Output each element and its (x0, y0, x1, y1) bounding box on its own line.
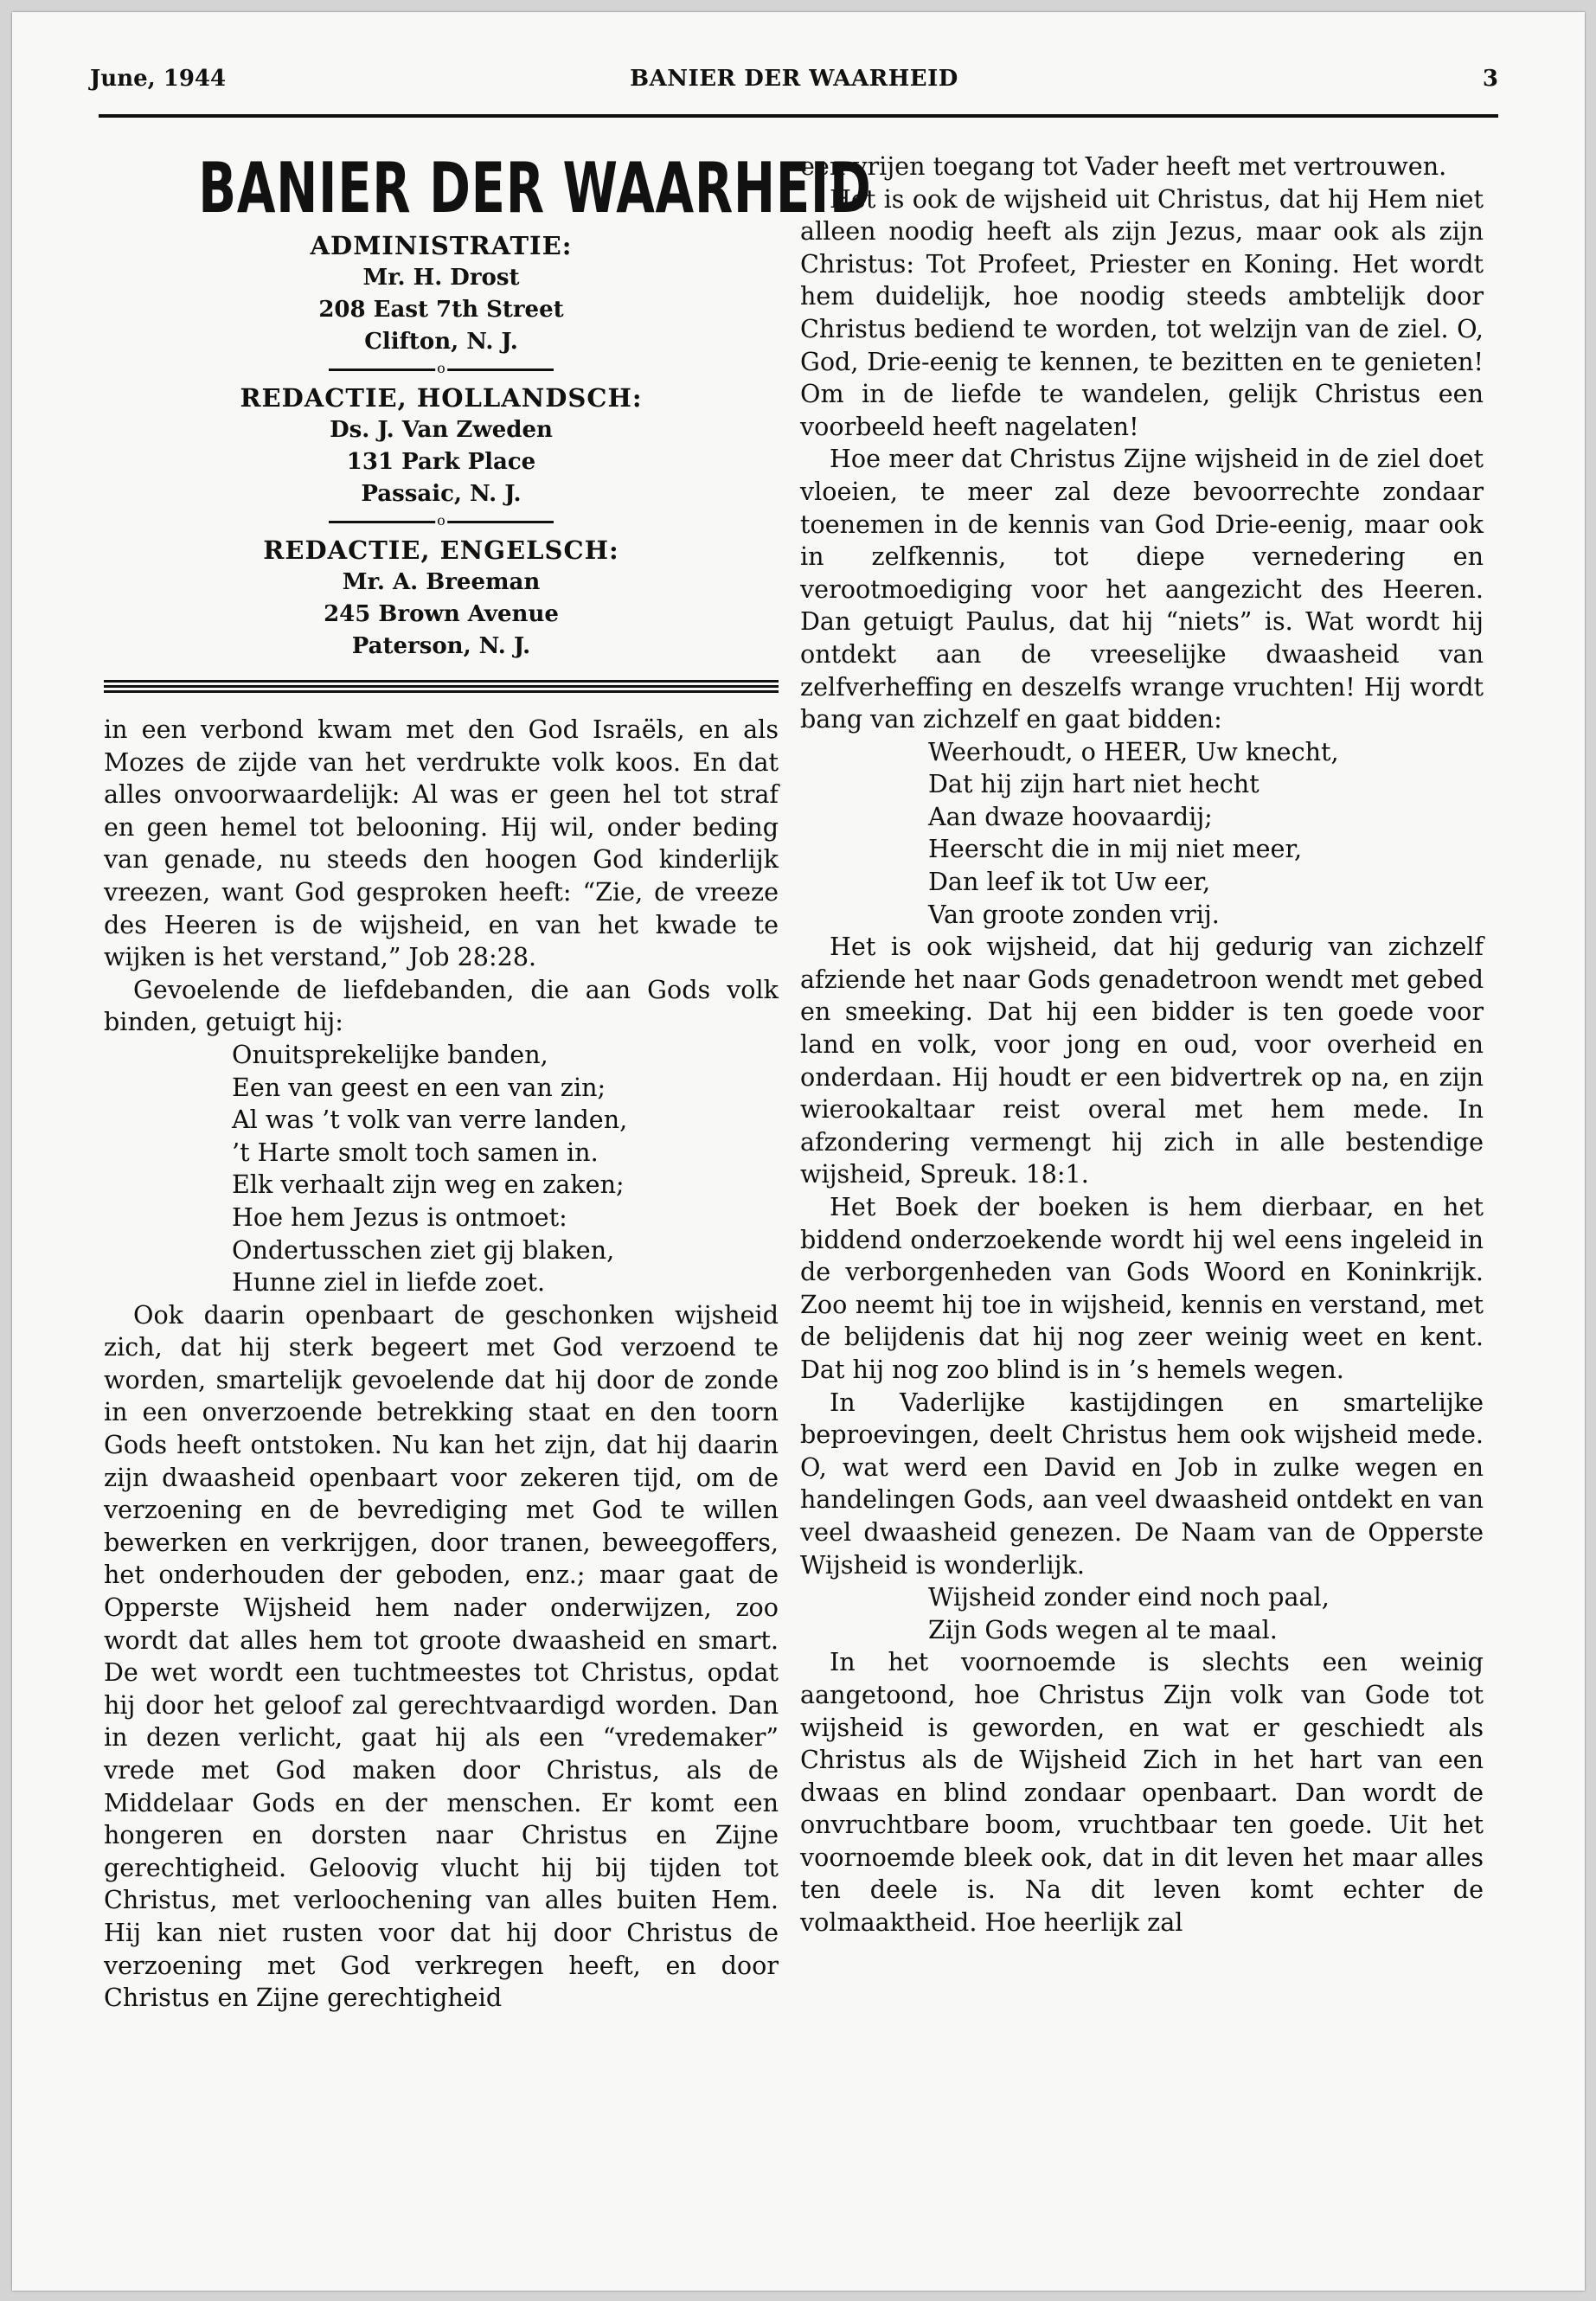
poem-stanza (800, 736, 1484, 932)
paragraph: Ook daarin openbaart de geschonken wijsheid zich, dat hij sterk begeert met God verzoend te worden, smartelijk gevoelende dat hij door de zonde in een onverzoende betrekking staat en den toorn Gods heeft ontstoken. Nu kan het zijn, dat hij daarin zijn dwaasheid openbaart voor zekeren tijd, om de verzoening en de bevrediging met God te willen bewerken en verkrijgen, door tranen, beweegoffers, het onderhouden der geboden, enz.; maar gaat de Opperste Wijsheid hem nader onderwijzen, zoo wordt dat alles hem tot groote dwaasheid en smart. De wet wordt een tuchtmeestes tot Christus, opdat hij door het geloof zal gerechtvaardigd worden. Dan in dezen verlicht, gaat hij als een “vredemaker” vrede met God maken door Christus, als de Middelaar Gods en der menschen. Er komt een hongeren en dorsten naar Christus en Zijne gerechtigheid. Geloovig vlucht hij bij tijden tot Christus, met verloochening van alles buiten Hem. Hij kan niet rusten voor dat hij door Christus de verzoening met God verkregen heeft, en door Christus en Zijne gerechtigheid (104, 1299, 779, 2013)
editorial-english-street: 245 Brown Avenue (324, 601, 559, 627)
poem-stanza (800, 1581, 1484, 1646)
page-number: 3 (1482, 66, 1498, 92)
header-rule (99, 114, 1498, 118)
poem-line: ’t Harte smolt toch samen in. (232, 1137, 599, 1167)
editorial-english-heading: REDACTIE, ENGELSCH: (263, 535, 619, 565)
issue-date: June, 1944 (90, 66, 227, 92)
poem-line: Weerhoudt, o HEER, Uw knecht, (928, 736, 1339, 766)
paragraph: In het voornoemde is slechts een weinig aangetoond, hoe Christus Zijn volk van Gode tot wijsheid is geworden, en wat er geschiedt als Christus als de Wijsheid Zich in het hart van een dwaas en blind zondaar openbaart. Dan wordt de onvruchtbare boom, vruchtbaar ten goede. Uit het voornoemde bleek ook, dat in dit leven het maar alles ten deele is. Na dit leven komt echter de volmaaktheid. Hoe heerlijk zal (800, 1647, 1484, 1938)
editorial-dutch-street: 131 Park Place (346, 449, 536, 475)
right-column (800, 151, 1484, 1939)
editorial-english-city: Paterson, N. J. (351, 633, 531, 659)
administration-city: Clifton, N. J. (364, 329, 518, 355)
paragraph: Hoe meer dat Christus Zijne wijsheid in de ziel doet vloeien, te meer zal deze bevoorrechte zondaar toenemen in de kennis van God Drie-eenig, maar ook in zelfkennis, tot diepe vernedering en verootmoediging voor het aangezicht des Heeren. Dan getuigt Paulus, dat hij “niets” is. Wat wordt hij ontdekt aan de vreeselijke dwaasheid van zelfverheffing en deszelfs wrange vruchten! Hij wordt bang van zichzelf en gaat bidden: (800, 444, 1484, 734)
masthead (104, 148, 872, 693)
paragraph: Het is ook de wijsheid uit Christus, dat hij Hem niet alleen noodig heeft als zijn Jezus, maar ook als zijn Christus: Tot Profeet, Priester en Koning. Het wordt hem duidelijk, hoe noodig steeds ambtelijk door Christus bediend te worden, tot welzijn van de ziel. O, God, Drie-eenig te kennen, te bezitten en te genieten! Om in de liefde te wandelen, gelijk Christus een voorbeeld heeft nagelaten! (800, 183, 1484, 441)
poem-line: Dat hij zijn hart niet hecht (928, 769, 1259, 799)
administration-name: Mr. H. Drost (362, 265, 520, 291)
poem-line: Aan dwaze hoovaardij; (928, 801, 1213, 831)
administration-street: 208 East 7th Street (318, 297, 564, 323)
masthead-separator (329, 360, 554, 376)
poem-line: Al was ’t volk van verre landen, (232, 1105, 628, 1135)
magazine-page (12, 12, 1585, 2291)
running-header (90, 66, 1498, 109)
poem-line: Heerscht die in mij niet meer, (928, 834, 1303, 864)
separator-mark: o (437, 360, 445, 376)
administration-block (104, 230, 779, 358)
poem-line: Een van geest en een van zin; (232, 1072, 606, 1102)
editorial-dutch-city: Passaic, N. J. (361, 481, 522, 507)
paragraph: een vrijen toegang tot Vader heeft met vertrouwen. (800, 151, 1447, 181)
paragraph: Het is ook wijsheid, dat hij gedurig van zichzelf afziende het naar Gods genadetroon wendt met gebed en smeeking. Dat hij een bidder is ten goede voor land en volk, voor jong en oud, voor overheid en onderdaan. Hij houdt er een bidvertrek op na, en zijn wierookaltaar reist overal met hem mede. In afzondering vermengt hij zich in alle bestendige wijsheid, Spreuk. 18:1. (800, 932, 1484, 1189)
poem-line: Wijsheid zonder eind noch paal, (928, 1582, 1330, 1612)
poem-line: Dan leef ik tot Uw eer, (928, 867, 1211, 897)
poem-line: Van groote zonden vrij. (928, 899, 1220, 929)
paragraph: Gevoelende de liefdebanden, die aan Gods volk binden, getuigt hij: (104, 974, 779, 1037)
poem-line: Elk verhaalt zijn weg en zaken; (232, 1170, 625, 1200)
paragraph: Het Boek der boeken is hem dierbaar, en het biddend onderzoekende wordt hij wel eens ingeleid in de verborgenheden van Gods Woord en Koninkrijk. Zoo neemt hij toe in wijsheid, kennis en verstand, met de belijdenis dat hij nog zeer weinig weet en kent. Dat hij nog zoo blind is in ’s hemels wegen. (800, 1192, 1484, 1384)
left-column (104, 148, 872, 2015)
paragraph: In Vaderlijke kastijdingen en smartelijke beproevingen, deelt Christus hem ook wijsheid mede. O, wat werd een David en Job in zulke wegen en handelingen Gods, aan veel dwaasheid ontdekt en van veel dwaasheid genezen. De Naam van de Opperste Wijsheid is wonderlijk. (800, 1387, 1484, 1580)
editorial-dutch-heading: REDACTIE, HOLLANDSCH: (240, 383, 643, 413)
poem-line: Onuitsprekelijke banden, (232, 1039, 548, 1069)
editorial-dutch-block (104, 382, 779, 510)
paragraph: in een verbond kwam met den God Israëls, en als Mozes de zijde van het verdrukte volk koos. En dat alles onvoorwaardelijk: Al was er geen hel tot straf en geen hemel tot belooning. Hij wil, onder beding van genade, nu steeds den hoogen God kinderlijk vreezen, want God gesproken heeft: “Zie, de vreeze des Heeren is de wijsheid, en van het kwade te wijken is het verstand,” Job 28:28. (104, 715, 779, 972)
masthead-bottom-rule (104, 680, 779, 693)
poem-line: Ondertusschen ziet gij blaken, (232, 1234, 615, 1265)
separator-mark: o (437, 512, 445, 529)
editorial-dutch-name: Ds. J. Van Zweden (330, 417, 553, 443)
running-title: BANIER DER WAARHEID (630, 66, 958, 92)
poem-line: Zijn Gods wegen al te maal. (928, 1614, 1278, 1644)
editorial-english-block (104, 535, 779, 663)
editorial-english-name: Mr. A. Breeman (342, 569, 541, 595)
poem-line: Hoe hem Jezus is ontmoet: (232, 1202, 567, 1232)
masthead-brand: BANIER DER WAARHEID (198, 148, 872, 228)
administration-heading: ADMINISTRATIE: (310, 231, 573, 260)
poem-line: Hunne ziel in liefde zoet. (232, 1267, 546, 1298)
poem-stanza (104, 1039, 779, 1299)
masthead-separator (329, 512, 554, 529)
